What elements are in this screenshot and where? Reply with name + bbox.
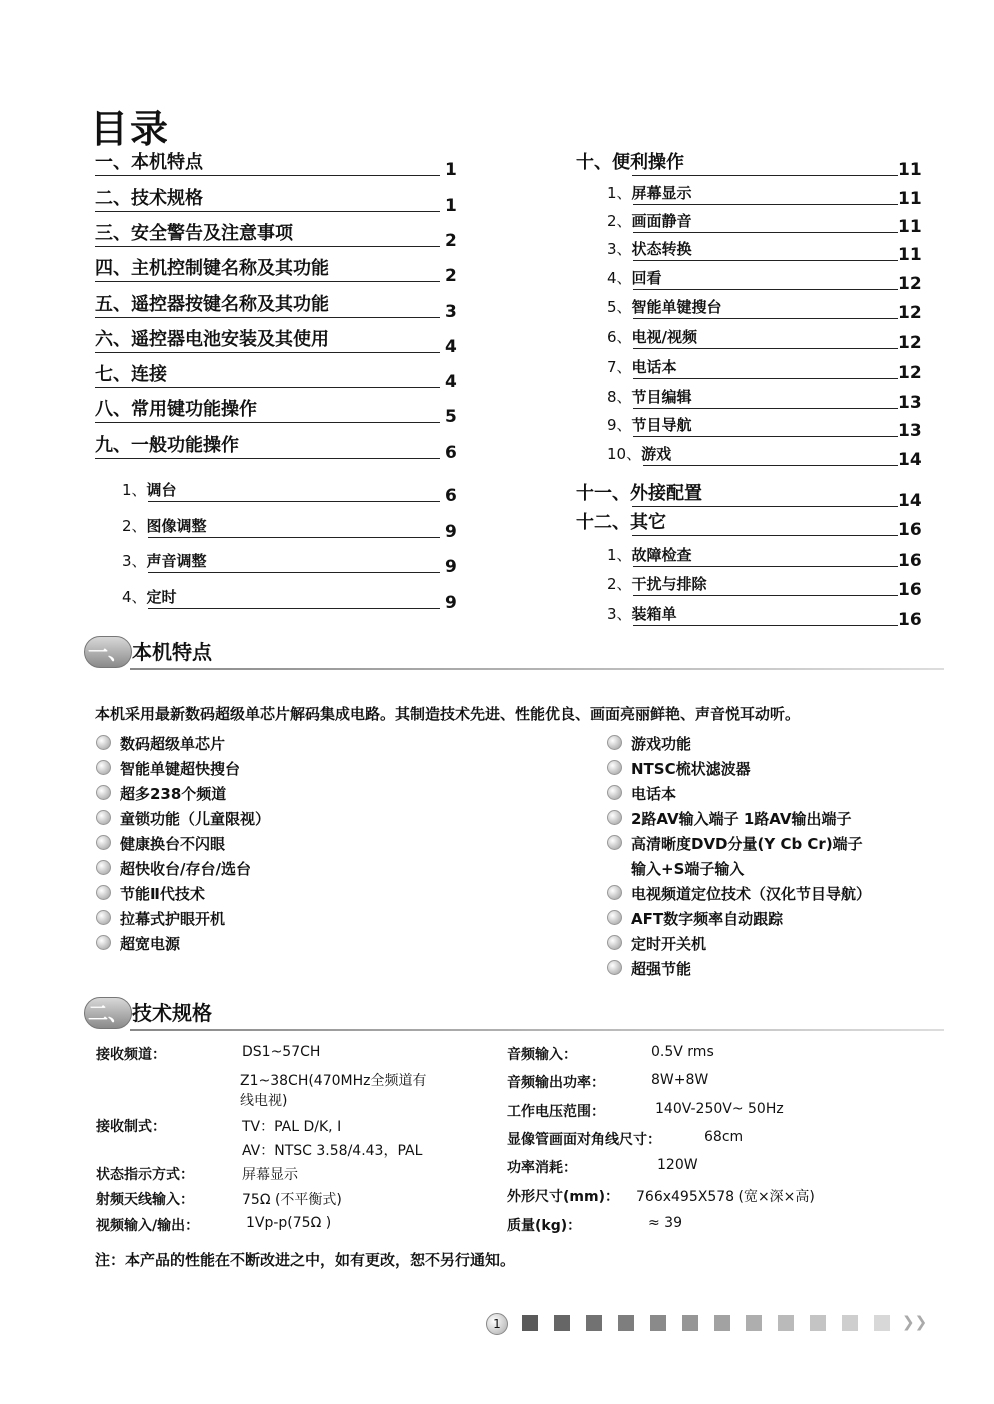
toc-item[interactable] bbox=[576, 510, 926, 540]
toc-label: 节目导航 bbox=[631, 416, 692, 434]
bullet-icon bbox=[96, 760, 111, 775]
toc-label: 状态转换 bbox=[631, 240, 692, 258]
toc-page: 13 bbox=[898, 421, 922, 441]
toc-item[interactable] bbox=[576, 481, 926, 511]
bullet-icon bbox=[607, 810, 622, 825]
toc-label: 九、一般功能操作 bbox=[95, 435, 239, 456]
bullet-icon bbox=[96, 910, 111, 925]
toc-item[interactable] bbox=[95, 221, 460, 251]
toc-subitem[interactable] bbox=[122, 476, 460, 506]
toc-label: 回看 bbox=[631, 269, 662, 287]
spec-value: ≈ 39 bbox=[648, 1215, 682, 1231]
toc-page: 13 bbox=[898, 393, 922, 413]
toc-item[interactable] bbox=[95, 186, 460, 216]
feature-text: 健康换台不闪眼 bbox=[120, 835, 226, 853]
toc-label: 十、便利操作 bbox=[576, 152, 684, 173]
toc-label: 屏幕显示 bbox=[631, 184, 692, 202]
pager-square bbox=[586, 1315, 602, 1331]
toc-sub-num: 4、 bbox=[122, 588, 147, 606]
toc-page: 5 bbox=[445, 407, 457, 427]
feature-text: 童锁功能（儿童限视） bbox=[120, 810, 271, 828]
feature-text: 超宽电源 bbox=[120, 935, 181, 953]
intro-text: 本机采用最新数码超级单芯片解码集成电路。其制造技术先进、性能优良、画面亮丽鲜艳、声音悦耳动听。 bbox=[95, 705, 801, 723]
toc-subitem[interactable] bbox=[607, 207, 926, 237]
spec-value: Z1~38CH(470MHz全频道有 bbox=[240, 1073, 427, 1089]
section-rule bbox=[130, 668, 944, 670]
pager-square bbox=[650, 1315, 666, 1331]
toc-page: 16 bbox=[898, 580, 922, 600]
bullet-icon bbox=[607, 785, 622, 800]
toc-label: 调台 bbox=[146, 481, 177, 499]
pager-square bbox=[810, 1315, 826, 1331]
toc-page: 12 bbox=[898, 333, 922, 353]
spec-value: TV：PAL D/K, I bbox=[242, 1119, 342, 1135]
toc-page: 14 bbox=[898, 491, 922, 511]
toc-page: 11 bbox=[898, 189, 922, 209]
toc-page: 3 bbox=[445, 302, 457, 322]
bullet-icon bbox=[96, 810, 111, 825]
toc-subitem[interactable] bbox=[607, 411, 926, 441]
section-header-specs bbox=[84, 995, 944, 1031]
feature-text: 电话本 bbox=[631, 785, 677, 803]
toc-sub-num: 9、 bbox=[607, 416, 632, 434]
toc-sub-num: 6、 bbox=[607, 328, 632, 346]
feature-text: AFT数字频率自动跟踪 bbox=[631, 910, 784, 928]
toc-label: 智能单键搜台 bbox=[631, 298, 722, 316]
feature-text: 超快收台/存台/选台 bbox=[120, 860, 251, 878]
toc-label: 二、技术规格 bbox=[95, 188, 203, 209]
pager-square bbox=[618, 1315, 634, 1331]
spec-key: 显像管画面对角线尺寸： bbox=[507, 1132, 661, 1148]
toc-page: 14 bbox=[898, 450, 922, 470]
toc-page: 6 bbox=[445, 486, 457, 506]
spec-key: 视频输入/输出： bbox=[96, 1218, 200, 1234]
toc-page: 9 bbox=[445, 557, 457, 577]
spec-value: DS1~57CH bbox=[242, 1044, 321, 1060]
toc-item[interactable] bbox=[95, 397, 460, 427]
toc-page: 12 bbox=[898, 363, 922, 383]
bullet-icon bbox=[96, 885, 111, 900]
toc-label: 干扰与排除 bbox=[631, 575, 707, 593]
footnote: 注：本产品的性能在不断改进之中，如有更改，恕不另行通知。 bbox=[95, 1251, 516, 1269]
pager-square bbox=[714, 1315, 730, 1331]
feature-text: 超多238个频道 bbox=[120, 785, 227, 803]
toc-item[interactable] bbox=[95, 362, 460, 392]
feature-text: 输入+S端子输入 bbox=[631, 860, 745, 878]
toc-subitem[interactable] bbox=[607, 264, 926, 294]
toc-label: 七、连接 bbox=[95, 364, 167, 385]
toc-label: 节目编辑 bbox=[631, 388, 692, 406]
bullet-icon bbox=[607, 885, 622, 900]
toc-page: 16 bbox=[898, 610, 922, 630]
toc-page: 1 bbox=[445, 160, 457, 180]
toc-label: 十二、其它 bbox=[576, 512, 666, 533]
toc-label: 一、本机特点 bbox=[95, 152, 203, 173]
spec-key: 状态指示方式： bbox=[96, 1167, 194, 1183]
toc-sub-num: 2、 bbox=[122, 517, 147, 535]
toc-label: 八、常用键功能操作 bbox=[95, 399, 257, 420]
toc-item[interactable] bbox=[95, 327, 460, 357]
toc-page: 16 bbox=[898, 520, 922, 540]
toc-subitem[interactable] bbox=[607, 235, 926, 265]
spec-value: 屏幕显示 bbox=[242, 1167, 298, 1183]
pager-square bbox=[874, 1315, 890, 1331]
toc-label: 画面静音 bbox=[631, 212, 692, 230]
feature-text: 数码超级单芯片 bbox=[120, 735, 226, 753]
toc-page: 2 bbox=[445, 266, 457, 286]
spec-key: 质量(kg)： bbox=[507, 1218, 582, 1234]
spec-value: 线电视) bbox=[240, 1093, 288, 1109]
bullet-icon bbox=[96, 935, 111, 950]
toc-item[interactable] bbox=[95, 150, 460, 180]
spec-value: 1Vp-p(75Ω ) bbox=[246, 1215, 332, 1231]
toc-subitem[interactable] bbox=[607, 570, 926, 600]
spec-key: 音频输出功率： bbox=[507, 1075, 605, 1091]
toc-page: 11 bbox=[898, 217, 922, 237]
bullet-icon bbox=[96, 835, 111, 850]
toc-sub-num: 2、 bbox=[607, 575, 632, 593]
toc-label: 四、主机控制键名称及其功能 bbox=[95, 258, 329, 279]
toc-label: 定时 bbox=[146, 588, 177, 606]
toc-subitem[interactable] bbox=[122, 512, 460, 542]
toc-subitem[interactable] bbox=[607, 293, 926, 323]
toc-page: 11 bbox=[898, 245, 922, 265]
toc-item[interactable] bbox=[95, 433, 460, 463]
toc-page: 4 bbox=[445, 372, 457, 392]
pager-square bbox=[682, 1315, 698, 1331]
toc-subitem[interactable] bbox=[607, 179, 926, 209]
toc-label: 十一、外接配置 bbox=[576, 483, 702, 504]
toc-sub-num: 3、 bbox=[607, 240, 632, 258]
spec-value: 140V-250V~ 50Hz bbox=[655, 1101, 784, 1117]
feature-text: 高清晰度DVD分量(Y Cb Cr)端子 bbox=[631, 835, 863, 853]
toc-subitem[interactable] bbox=[122, 583, 460, 613]
toc-sub-num: 1、 bbox=[122, 481, 147, 499]
toc-page: 12 bbox=[898, 274, 922, 294]
toc-label: 声音调整 bbox=[146, 552, 207, 570]
spec-value: 68cm bbox=[704, 1129, 744, 1145]
toc-sub-num: 3、 bbox=[122, 552, 147, 570]
toc-label: 故障检查 bbox=[631, 546, 692, 564]
pager-square bbox=[554, 1315, 570, 1331]
spec-key: 接收频道： bbox=[96, 1047, 166, 1063]
toc-page: 1 bbox=[445, 196, 457, 216]
toc-page: 4 bbox=[445, 337, 457, 357]
toc-sub-num: 8、 bbox=[607, 388, 632, 406]
toc-label: 装箱单 bbox=[631, 605, 677, 623]
feature-text: 定时开关机 bbox=[631, 935, 707, 953]
section-title: 本机特点 bbox=[132, 640, 212, 664]
toc-page: 9 bbox=[445, 522, 457, 542]
feature-text: 电视频道定位技术（汉化节目导航） bbox=[631, 885, 872, 903]
feature-text: 拉幕式护眼开机 bbox=[120, 910, 226, 928]
bullet-icon bbox=[96, 735, 111, 750]
toc-label: 三、安全警告及注意事项 bbox=[95, 223, 293, 244]
pager-square bbox=[842, 1315, 858, 1331]
spec-key: 功率消耗： bbox=[507, 1160, 577, 1176]
section-badge: 一、 bbox=[84, 636, 132, 668]
bullet-icon bbox=[96, 785, 111, 800]
spec-key: 射频天线输入： bbox=[96, 1192, 194, 1208]
feature-text: 游戏功能 bbox=[631, 735, 692, 753]
section-badge: 二、 bbox=[84, 997, 132, 1029]
feature-text: 超强节能 bbox=[631, 960, 692, 978]
pager-square bbox=[778, 1315, 794, 1331]
feature-text: 智能单键超快搜台 bbox=[120, 760, 241, 778]
toc-label: 电话本 bbox=[631, 358, 677, 376]
toc-item[interactable] bbox=[95, 292, 460, 322]
bullet-icon bbox=[607, 910, 622, 925]
toc-page: 12 bbox=[898, 303, 922, 323]
spec-key: 音频输入： bbox=[507, 1047, 577, 1063]
spec-value: 120W bbox=[657, 1157, 698, 1173]
spec-value: 766x495X578 (宽×深×高) bbox=[636, 1189, 815, 1205]
spec-key: 外形尺寸(mm)： bbox=[507, 1189, 619, 1205]
toc-page: 16 bbox=[898, 551, 922, 571]
pager-square bbox=[746, 1315, 762, 1331]
toc-label: 五、遥控器按键名称及其功能 bbox=[95, 294, 329, 315]
toc-label: 游戏 bbox=[641, 445, 672, 463]
spec-value: 8W+8W bbox=[651, 1072, 709, 1088]
toc-page: 11 bbox=[898, 160, 922, 180]
toc-sub-num: 3、 bbox=[607, 605, 632, 623]
bullet-icon bbox=[607, 835, 622, 850]
spec-key: 接收制式： bbox=[96, 1119, 166, 1135]
section-title: 技术规格 bbox=[132, 1001, 212, 1025]
section-rule bbox=[130, 1029, 944, 1031]
page-number: 1 bbox=[486, 1313, 508, 1335]
toc-subitem[interactable] bbox=[607, 383, 926, 413]
page-title: 目录 bbox=[90, 107, 171, 151]
toc-item[interactable] bbox=[95, 256, 460, 286]
section-header-features bbox=[84, 634, 944, 670]
toc-sub-num: 10、 bbox=[607, 445, 642, 463]
bullet-icon bbox=[607, 760, 622, 775]
toc-page: 2 bbox=[445, 231, 457, 251]
spec-key: 工作电压范围： bbox=[507, 1104, 605, 1120]
pager-square bbox=[522, 1315, 538, 1331]
toc-subitem[interactable] bbox=[122, 547, 460, 577]
spec-value: 0.5V rms bbox=[651, 1044, 714, 1060]
toc-sub-num: 4、 bbox=[607, 269, 632, 287]
toc-label: 六、遥控器电池安装及其使用 bbox=[95, 329, 329, 350]
toc-sub-num: 2、 bbox=[607, 212, 632, 230]
bullet-icon bbox=[607, 960, 622, 975]
toc-subitem[interactable] bbox=[607, 323, 926, 353]
spec-value: AV：NTSC 3.58/4.43，PAL bbox=[242, 1143, 423, 1159]
bullet-icon bbox=[607, 735, 622, 750]
toc-subitem[interactable] bbox=[607, 353, 926, 383]
toc-subitem[interactable] bbox=[607, 541, 926, 571]
bullet-icon bbox=[607, 935, 622, 950]
toc-sub-num: 1、 bbox=[607, 546, 632, 564]
bullet-icon bbox=[96, 860, 111, 875]
toc-item[interactable] bbox=[576, 150, 926, 180]
toc-subitem[interactable] bbox=[607, 600, 926, 630]
feature-text: NTSC梳状滤波器 bbox=[631, 760, 751, 778]
feature-text: 2路AV输入端子 1路AV输出端子 bbox=[631, 810, 852, 828]
toc-sub-num: 5、 bbox=[607, 298, 632, 316]
chevron-right-icon: ❯❯ bbox=[902, 1313, 928, 1331]
toc-label: 电视/视频 bbox=[631, 328, 698, 346]
toc-page: 9 bbox=[445, 593, 457, 613]
toc-page: 6 bbox=[445, 443, 457, 463]
toc-sub-num: 1、 bbox=[607, 184, 632, 202]
toc-sub-num: 7、 bbox=[607, 358, 632, 376]
spec-value: 75Ω (不平衡式) bbox=[242, 1192, 342, 1208]
page-indicator bbox=[486, 1313, 926, 1333]
toc-label: 图像调整 bbox=[146, 517, 207, 535]
toc-subitem[interactable] bbox=[607, 440, 926, 470]
feature-text: 节能Ⅱ代技术 bbox=[120, 885, 205, 903]
